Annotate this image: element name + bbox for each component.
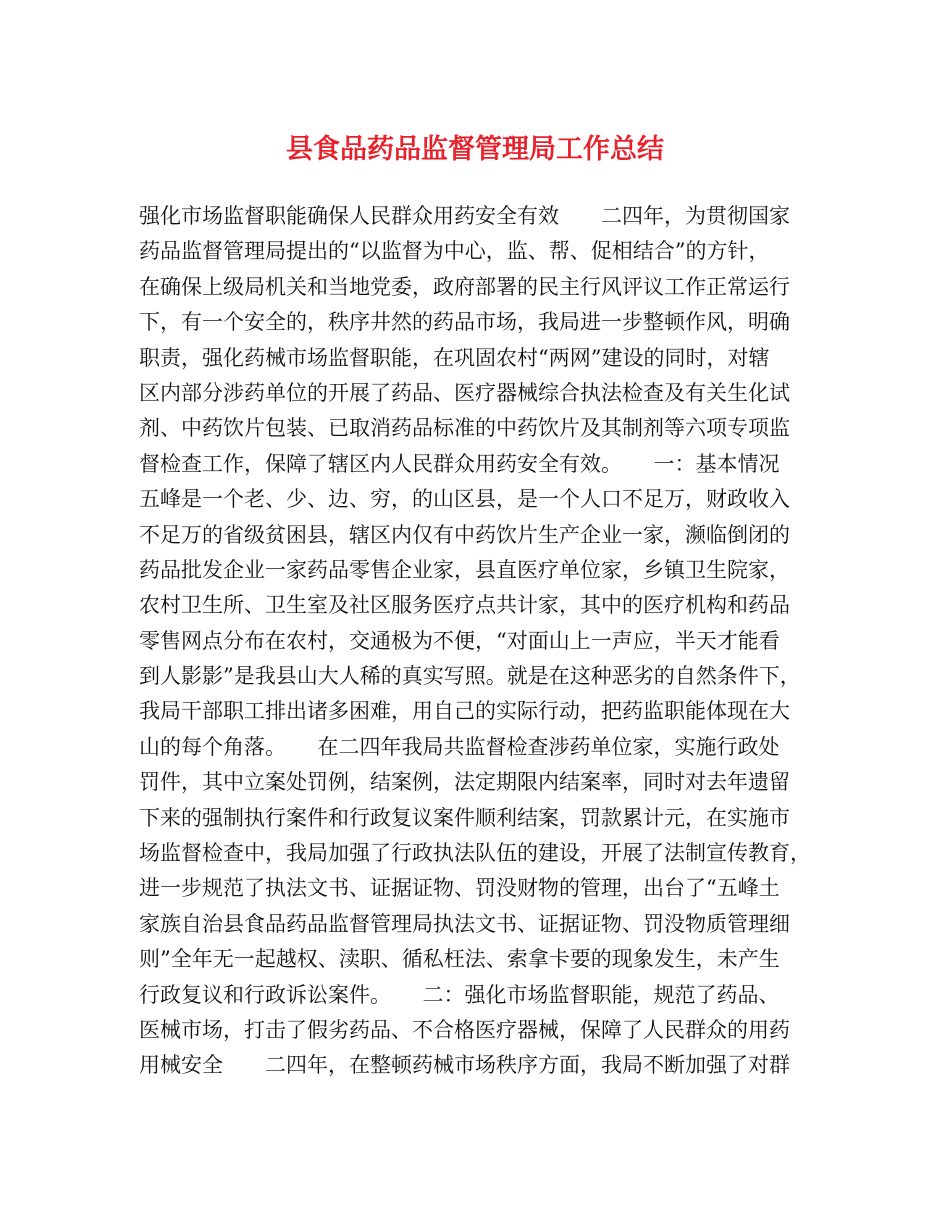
- body-line: 零售网点分布在农村，交通极为不便，“对面山上一声应，半天才能看: [139, 628, 780, 653]
- body-line: 用械安全 二四年，在整顿药械市场秩序方面，我局不断加强了对群: [139, 1053, 790, 1078]
- body-line: 五峰是一个老、少、边、穷，的山区县，是一个人口不足万，财政收入: [139, 487, 790, 512]
- body-line: 到人影影”是我县山大人稀的真实写照。就是在这种恶劣的自然条件下，: [139, 664, 801, 689]
- body-line: 农村卫生所、卫生室及社区服务医疗点共计家，其中的医疗机构和药品: [139, 593, 790, 618]
- body-line: 不足万的省级贫困县，辖区内仅有中药饮片生产企业一家，濒临倒闭的: [139, 522, 790, 547]
- body-line: 则”全年无一起越权、渎职、循私枉法、索拿卡要的现象发生，未产生: [139, 947, 780, 972]
- document-body: [139, 199, 829, 1084]
- body-line: 药品监督管理局提出的“以监督为中心，监、帮、促相结合”的方针，: [139, 239, 770, 264]
- body-line: 督检查工作，保障了辖区内人民群众用药安全有效。 一：基本情况: [139, 451, 780, 476]
- body-line: 家族自治县食品药品监督管理局执法文书、证据证物、罚没物质管理细: [139, 911, 790, 936]
- body-line: 场监督检查中，我局加强了行政执法队伍的建设，开展了法制宣传教育，: [139, 841, 811, 866]
- body-line: 下，有一个安全的，秩序井然的药品市场，我局进一步整顿作风，明确: [139, 310, 790, 335]
- body-line: 进一步规范了执法文书、证据证物、罚没财物的管理，出台了“五峰土: [139, 876, 780, 901]
- body-line: 剂、中药饮片包装、已取消药品标准的中药饮片及其制剂等六项专项监: [139, 416, 790, 441]
- body-line: 在确保上级局机关和当地党委，政府部署的民主行风评议工作正常运行: [139, 274, 790, 299]
- body-line: 行政复议和行政诉讼案件。 二：强化市场监督职能，规范了药品、: [139, 982, 780, 1007]
- body-line: 区内部分涉药单位的开展了药品、医疗器械综合执法检查及有关生化试: [139, 380, 790, 405]
- body-line: 医械市场，打击了假劣药品、不合格医疗器械，保障了人民群众的用药: [139, 1017, 790, 1042]
- document-title: 县食品药品监督管理局工作总结: [286, 134, 664, 165]
- body-line: 下来的强制执行案件和行政复议案件顺利结案，罚款累计元，在实施市: [139, 805, 790, 830]
- body-line: 我局干部职工排出诸多困难，用自己的实际行动，把药监职能体现在大: [139, 699, 790, 724]
- body-line: 罚件，其中立案处罚例，结案例，法定期限内结案率，同时对去年遗留: [139, 770, 790, 795]
- body-line: 强化市场监督职能确保人民群众用药安全有效 二四年，为贯彻国家: [139, 204, 790, 228]
- body-line: 职责，强化药械市场监督职能，在巩固农村“两网”建设的同时，对辖: [139, 345, 770, 370]
- body-line: 山的每个角落。 在二四年我局共监督检查涉药单位家，实施行政处: [139, 734, 780, 759]
- body-line: 药品批发企业一家药品零售企业家，县直医疗单位家，乡镇卫生院家，: [139, 557, 790, 582]
